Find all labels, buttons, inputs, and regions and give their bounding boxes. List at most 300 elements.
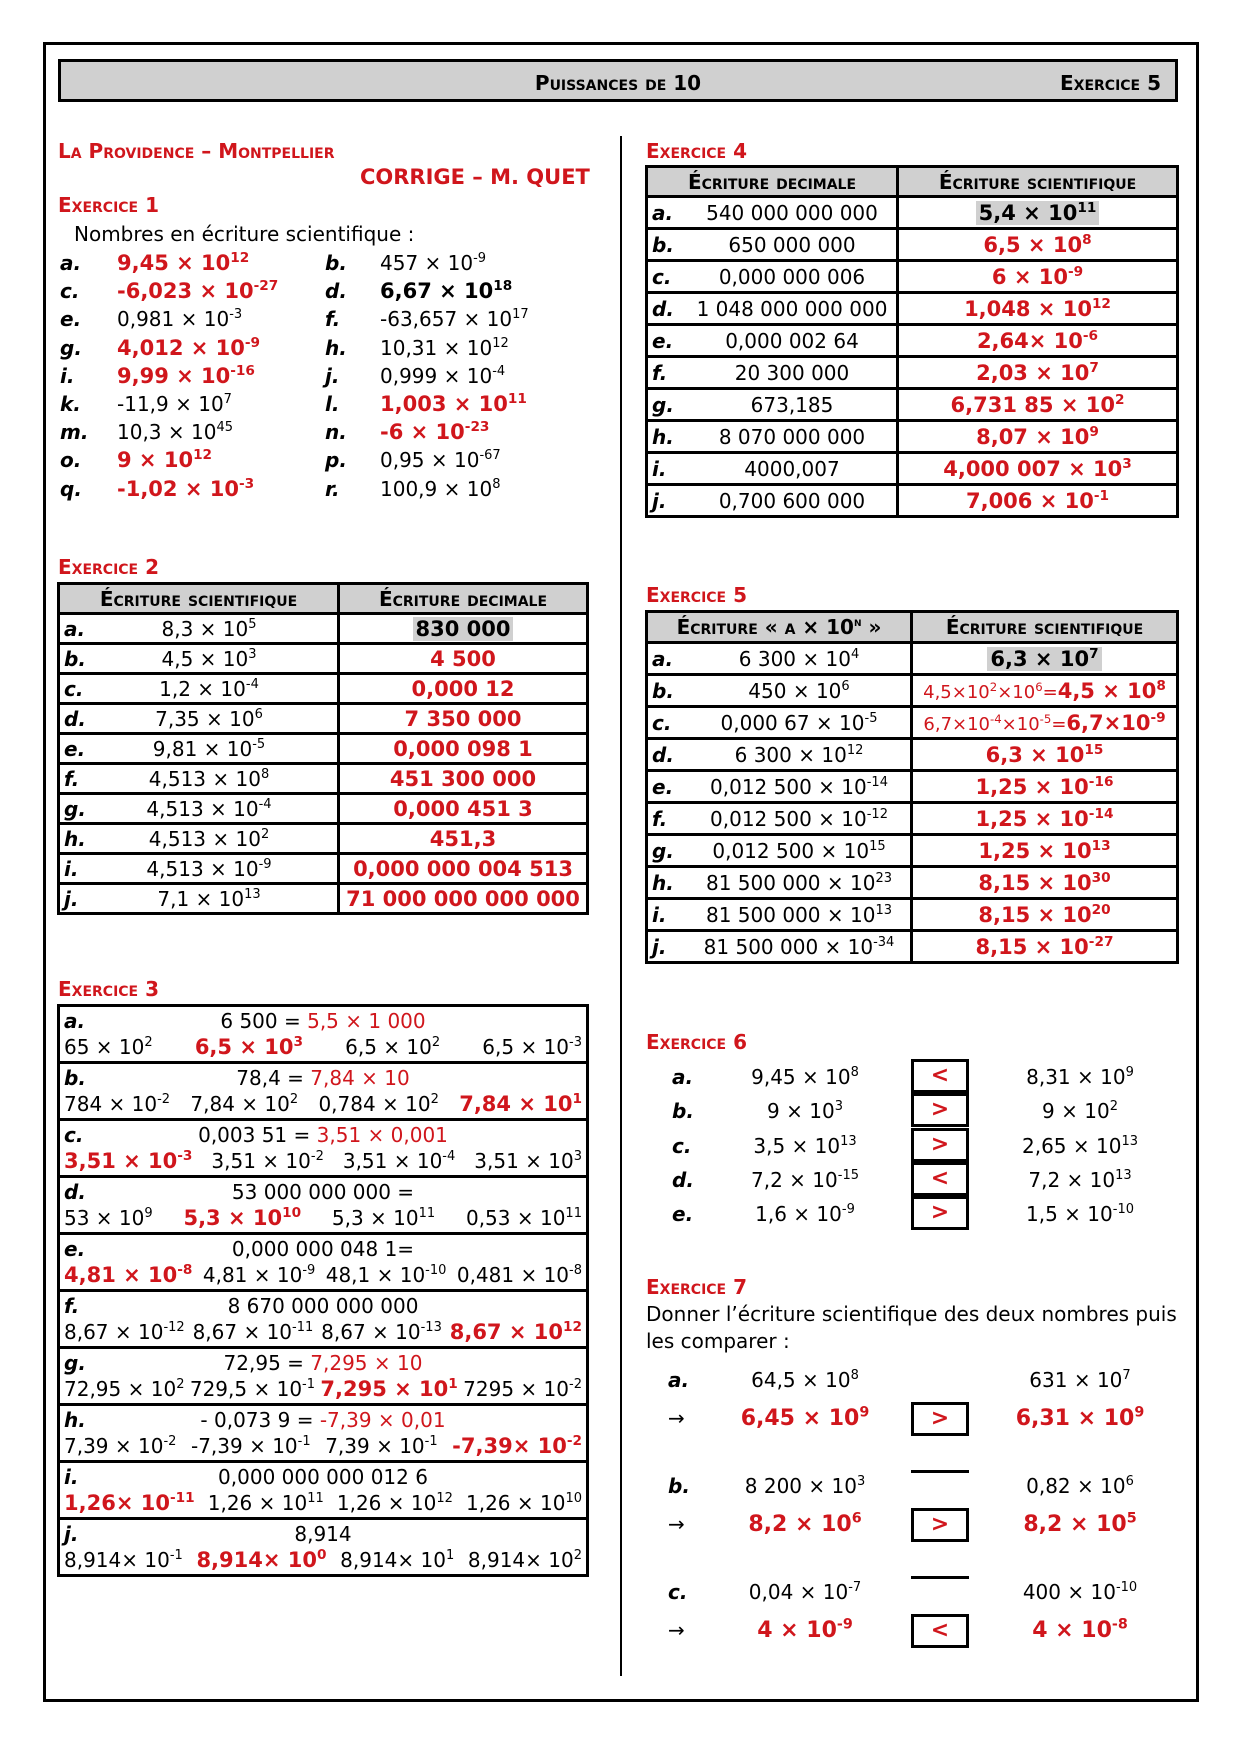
ex5-cell-a: [647, 835, 912, 867]
ex7-right-value: [980, 1580, 1180, 1604]
ex1-label: k.: [60, 392, 81, 416]
ex5-row-wrap: [648, 807, 910, 831]
ex5-number-exponent: -9: [1150, 709, 1166, 726]
ex5-working-part-exponent: -5: [1039, 711, 1052, 726]
ex6-comparison-box: >: [911, 1093, 969, 1127]
ex2-decimal-value: 830 000: [413, 617, 514, 641]
ex3-option-number-exponent: 2: [144, 1035, 153, 1051]
ex3-option-number: $8,67 \times 10^{-12}$: [64, 1320, 185, 1344]
ex3-label: d.: [64, 1180, 86, 1204]
ex2-cell-scientific: [59, 704, 339, 734]
ex2-cell-scientific: [59, 614, 339, 644]
ex5-a-number-exponent: 4: [850, 646, 860, 662]
ex3-option-number-exponent: -8: [569, 1263, 582, 1279]
ex5-result: [986, 743, 1104, 767]
ex3-equation-answer: 3,51 × 0,001: [316, 1123, 448, 1147]
ex5-number-exponent: -14: [1088, 805, 1114, 822]
ex5-scientific: [912, 675, 1178, 707]
table-row: [647, 453, 1178, 485]
ex4-scientific: [898, 421, 1178, 453]
corrige-label: CORRIGE – M. QUET: [360, 165, 590, 189]
table-row: [59, 734, 588, 764]
ex5-row-wrap: [648, 839, 910, 863]
ex3-equation: - 0,073 9 = -7,39 × 0,01: [200, 1408, 446, 1432]
ex6-left-number: $9,45 \times 10^8$: [751, 1065, 859, 1089]
ex1-label: b.: [325, 251, 347, 275]
ex5-cell-a: [647, 675, 912, 707]
ex4-scientific-value: [977, 329, 1098, 353]
ex3-equation: 78,4 = 7,84 × 10: [236, 1066, 410, 1090]
ex1-number: $-6,023 \times 10^{-27}$: [117, 278, 279, 304]
ex2-decimal: [339, 704, 588, 734]
ex4-table: [645, 165, 1179, 518]
ex5-number: $1,25 \times 10^{-14}$: [975, 805, 1114, 831]
ex2-scientific: [134, 707, 284, 731]
ex2-number-exponent: 5: [248, 616, 257, 632]
ex3-label: b.: [64, 1066, 86, 1090]
ex2-row-wrap: [60, 707, 337, 731]
ex3-option-number: $8,914\times 10^{-1}$: [64, 1548, 183, 1572]
ex6-label: c.: [672, 1133, 692, 1158]
ex5-a-number-exponent: 15: [869, 838, 886, 854]
ex4-scientific: [898, 389, 1178, 421]
ex5-a-value: [688, 871, 910, 895]
ex4-label: i.: [652, 456, 667, 481]
ex3-option-number: $7,84 \times 10^1$: [459, 1090, 582, 1116]
ex1-value: [117, 364, 255, 388]
ex1-number-exponent: -3: [238, 475, 255, 492]
ex6-left-number-exponent: 13: [840, 1133, 857, 1149]
ex5-number: $1,25 \times 10^{13}$: [978, 837, 1111, 863]
ex4-scientific-value: [976, 425, 1099, 449]
ex5-header-exponent: n: [853, 615, 862, 631]
ex2-decimal: [339, 854, 588, 884]
ex3-option: [191, 1434, 311, 1458]
ex6-left-number-exponent: -15: [837, 1168, 859, 1184]
ex7-title: Exercice 7: [646, 1275, 747, 1299]
ex6-label: d.: [672, 1167, 694, 1192]
ex3-top-line: [64, 1408, 582, 1432]
ex7-comparison-box: >: [911, 1402, 969, 1436]
ex3-cell: [59, 1177, 588, 1234]
ex1-number: $6,67 \times 10^{18}$: [380, 278, 513, 304]
table-row: [647, 835, 1178, 867]
ex6-left-number: $1,6 \times 10^{-9}$: [755, 1202, 855, 1227]
ex5-working-part: $6,7\times 10^{-4}$: [923, 711, 1002, 735]
ex2-number: $7,1 \times 10^{13}$: [157, 886, 261, 911]
ex5-number-exponent: -16: [1088, 773, 1114, 790]
ex2-decimal: [339, 884, 588, 914]
ex4-number: $5,4 \times 10^{11}$: [978, 199, 1097, 225]
ex3-equation: 72,95 = 7,295 × 10: [223, 1351, 423, 1375]
ex2-scientific: [134, 767, 284, 791]
ex3-option-number: $5,3 \times 10^{10}$: [183, 1204, 302, 1230]
ex4-cell-decimal: [647, 421, 898, 453]
ex5-row-wrap: [648, 871, 910, 895]
table-row: [647, 931, 1178, 963]
table-row: [59, 1234, 588, 1291]
ex3-option: [474, 1149, 582, 1173]
ex4-number: $2,03 \times 10^7$: [976, 359, 1099, 385]
table-row: [59, 1120, 588, 1177]
ex7-label: a.: [668, 1368, 690, 1392]
ex3-option-number-exponent: -2: [163, 1434, 177, 1450]
ex2-decimal-value: 451,3: [429, 826, 497, 851]
ex6-right-value: [980, 1168, 1180, 1192]
ex1-number-exponent: 18: [493, 278, 513, 294]
ex3-options: [64, 1491, 582, 1515]
ex5-a-number-exponent: -5: [864, 710, 878, 726]
ex7-left-number: 8 $200 \times 10^3$: [744, 1474, 866, 1498]
ex4-cell-decimal: [647, 293, 898, 325]
ex2-number-exponent: -4: [258, 796, 272, 812]
ex3-option-number: $8,914\times 10^0$: [196, 1546, 327, 1572]
ex4-cell-decimal: [647, 453, 898, 485]
ex3-option-number-exponent: 2: [289, 1092, 299, 1108]
ex7-right-number-exponent: -10: [1115, 1580, 1138, 1596]
ex7-right-scientific: [980, 1512, 1180, 1537]
ex5-label: j.: [652, 934, 667, 959]
ex5-row-wrap: [648, 743, 910, 767]
ex4-scientific-value: [976, 201, 1100, 225]
ex3-equation-answer: 5,5 × 1 000: [307, 1009, 426, 1033]
ex4-scientific-value: [992, 265, 1083, 289]
table-row: [647, 261, 1178, 293]
ex3-option-number-exponent: 2: [431, 1035, 441, 1051]
ex4-cell-decimal: [647, 197, 898, 229]
ex2-row-wrap: [60, 887, 337, 911]
table-row: [59, 764, 588, 794]
ex7-right-scientific: [980, 1406, 1180, 1431]
ex3-label: j.: [64, 1522, 79, 1546]
ex7-left-value: [700, 1474, 910, 1498]
ex5-a-value: [688, 775, 910, 799]
ex2-decimal-value: 0,000 098 1: [393, 736, 533, 761]
ex1-value: [117, 336, 260, 360]
ex3-option: [466, 1206, 582, 1230]
ex5-scientific: [912, 835, 1178, 867]
ex7-right-sci-exponent: -8: [1111, 1616, 1128, 1633]
ex3-option: [321, 1320, 442, 1344]
ex2-cell-scientific: [59, 794, 339, 824]
ex3-option-number: $8,914\times 10^2$: [467, 1548, 582, 1572]
ex4-number-exponent: -6: [1082, 327, 1099, 344]
ex1-label: f.: [325, 307, 341, 332]
ex5-a-number: 81 500 $000 \times 10^{23}$: [706, 870, 892, 895]
ex1-value: [117, 392, 232, 416]
ex2-title: Exercice 2: [58, 555, 159, 579]
ex6-comparison-box: <: [911, 1059, 969, 1093]
ex3-option-number: $7,39 \times 10^{-2}$: [64, 1434, 177, 1458]
ex7-left-number: $0,04 \times 10^{-7}$: [748, 1580, 862, 1604]
ex4-number-exponent: 11: [1077, 199, 1097, 216]
ex1-value: [380, 364, 505, 388]
ex2-number-exponent: 13: [244, 886, 261, 902]
ex3-option-number-exponent: 11: [418, 1206, 436, 1222]
ex3-option-number-exponent: 11: [565, 1206, 582, 1222]
ex4-scientific: [898, 293, 1178, 325]
ex3-option: [64, 1092, 170, 1116]
ex5-a-value: [688, 839, 910, 863]
ex2-scientific: [134, 677, 284, 701]
ex4-number-exponent: 8: [1082, 231, 1092, 248]
ex3-label: h.: [64, 1408, 86, 1432]
header-exercise: Exercice 5: [1060, 71, 1161, 95]
ex4-number-exponent: -1: [1093, 487, 1110, 504]
ex3-option-number-exponent: -2: [310, 1149, 324, 1165]
ex4-decimal: 4000,007: [744, 456, 840, 481]
ex1-value: [380, 336, 509, 360]
ex3-option: [457, 1263, 582, 1287]
ex3-option-number: $0,784 \times 10^2$: [318, 1092, 439, 1116]
ex6-right-value: [980, 1134, 1180, 1158]
ex1-label: o.: [60, 448, 82, 473]
ex2-table: [57, 582, 589, 915]
ex7-right-scientific: [980, 1618, 1180, 1643]
ex7-left-sci-exponent: 6: [851, 1510, 862, 1527]
ex5-a-number: 0,012 $500 \times 10^{-12}$: [710, 806, 888, 831]
ex2-cell-scientific: [59, 884, 339, 914]
ex1-number: $10,31 \times 10^{12}$: [380, 335, 509, 360]
ex4-row-wrap: [648, 425, 896, 449]
ex1-number-exponent: 12: [492, 335, 509, 351]
ex3-label: a.: [64, 1009, 86, 1033]
ex2-decimal: [339, 824, 588, 854]
ex7-separator: [911, 1470, 969, 1473]
ex3-cell: [59, 1405, 588, 1462]
ex1-number: $9,99 \times 10^{-16}$: [117, 362, 255, 388]
ex6-right-number: $2,65 \times 10^{13}$: [1022, 1133, 1138, 1158]
ex4-scientific-value: [964, 297, 1111, 321]
ex7-intro-1: Donner l’écriture scientifique des deux nombres puis: [646, 1302, 1177, 1326]
ex3-option: [64, 1320, 185, 1344]
ex3-option: [459, 1092, 582, 1116]
ex4-scientific-value: [943, 457, 1132, 481]
ex3-option-number: $3,51 \times 10^{-4}$: [342, 1149, 456, 1173]
ex4-scientific-value: [976, 361, 1099, 385]
table-row: [59, 674, 588, 704]
ex7-right-sci-exponent: 5: [1126, 1510, 1137, 1527]
ex6-right-number: $8,31 \times 10^9$: [1026, 1065, 1134, 1089]
ex3-option-number-exponent: -13: [420, 1320, 442, 1336]
ex3-option: [211, 1149, 323, 1173]
ex4-label: c.: [652, 264, 672, 289]
ex3-option-number-exponent: 1: [572, 1090, 582, 1107]
ex4-row-wrap: [648, 329, 896, 353]
ex1-number-exponent: -27: [253, 278, 279, 294]
ex1-value: [117, 477, 254, 501]
ex1-value: [380, 279, 512, 303]
ex1-number-exponent: 7: [223, 392, 232, 408]
ex7-left-sci: $6,45 \times 10^9$: [740, 1404, 870, 1431]
ex5-number: $8,15 \times 10^{20}$: [978, 901, 1111, 927]
ex3-option: [468, 1548, 582, 1572]
ex5-scientific: [912, 643, 1178, 675]
ex4-label: e.: [652, 328, 674, 353]
ex3-equation: 0,000 000 000 012 6: [218, 1465, 428, 1489]
ex3-option-number: $8,67 \times 10^{12}$: [449, 1318, 582, 1344]
ex5-working: $6,7\times 10^{-4}\times 10^{-5}=$: [923, 711, 1067, 735]
table-row: [59, 1348, 588, 1405]
ex1-number: $0,95 \times 10^{-67}$: [380, 448, 501, 473]
ex3-option-number-exponent: -9: [302, 1263, 316, 1279]
ex3-option-number-exponent: -4: [442, 1149, 456, 1165]
ex3-equation: 53 000 000 000 =: [231, 1180, 415, 1204]
ex1-number: $457 \times 10^{-9}$: [380, 251, 487, 275]
school-name: La Providence – Montpellier: [58, 139, 335, 163]
ex2-cell-scientific: [59, 734, 339, 764]
ex1-number-exponent: 8: [492, 476, 501, 492]
ex6-right-number-exponent: 9: [1125, 1065, 1134, 1081]
ex5-a-number: 6 $300 \times 10^{12}$: [734, 742, 864, 767]
ex5-a-number: 81 500 $000 \times 10^{13}$: [706, 902, 892, 927]
ex3-top-line: [64, 1009, 582, 1033]
ex3-option-number-exponent: -1: [302, 1377, 316, 1393]
ex4-row-wrap: [648, 489, 896, 513]
ex2-row-wrap: [60, 677, 337, 701]
ex1-value: [117, 448, 212, 472]
ex6-left-number-exponent: -9: [841, 1202, 855, 1218]
ex6-right-number: $7,2 \times 10^{13}$: [1028, 1167, 1132, 1192]
ex2-decimal-value: 451 300 000: [389, 766, 537, 791]
ex5-row-wrap: [648, 935, 910, 959]
ex2-header-1: Écriture scientifique: [59, 584, 339, 614]
ex3-options: [64, 1320, 582, 1344]
ex4-scientific-value: [951, 393, 1125, 417]
ex5-header-2: Écriture scientifique: [912, 612, 1178, 643]
ex1-value: [117, 420, 233, 444]
ex2-number: $1,2 \times 10^{-4}$: [159, 676, 259, 701]
ex3-option-number: $729,5 \times 10^{-1}$: [189, 1377, 316, 1401]
ex5-label: d.: [652, 742, 674, 767]
ex2-scientific: [134, 797, 284, 821]
ex2-number: $4,513 \times 10^{-9}$: [146, 856, 272, 881]
ex5-a-number: 0,012 $500 \times 10^{-14}$: [710, 774, 888, 799]
ex3-top-line: [64, 1294, 582, 1318]
ex1-value: [380, 251, 486, 275]
ex2-row-wrap: [60, 857, 337, 881]
table-row: [647, 229, 1178, 261]
table-row: [647, 485, 1178, 517]
ex2-decimal-value: 0,000 12: [411, 676, 515, 701]
ex3-cell: [59, 1063, 588, 1120]
ex3-option-number: $784 \times 10^{-2}$: [64, 1092, 171, 1116]
ex3-option: [337, 1491, 453, 1515]
ex5-a-number-exponent: -34: [873, 934, 895, 950]
ex7-right-number-exponent: 7: [1122, 1368, 1131, 1384]
ex1-label: m.: [60, 420, 89, 445]
ex6-left-value: [700, 1065, 910, 1089]
ex2-decimal-value: 4 500: [430, 646, 496, 671]
ex3-option-number-exponent: 9: [144, 1206, 153, 1222]
ex3-option-number-exponent: -2: [569, 1377, 582, 1393]
ex3-option-number-exponent: -3: [177, 1147, 193, 1164]
ex6-label: e.: [672, 1202, 694, 1227]
ex5-row-wrap: [648, 679, 910, 703]
ex1-title: Exercice 1: [58, 193, 159, 217]
ex5-scientific: [912, 899, 1178, 931]
ex5-cell-a: [647, 931, 912, 963]
ex3-option-number-exponent: 1: [445, 1548, 455, 1564]
ex2-number-exponent: 2: [260, 826, 270, 842]
ex1-label: g.: [60, 335, 82, 360]
ex3-options: [64, 1149, 582, 1173]
ex1-value: [117, 307, 242, 331]
ex4-cell-decimal: [647, 261, 898, 293]
ex1-number: $9 \times 10^{12}$: [117, 447, 213, 473]
ex4-header-1: Écriture decimale: [647, 167, 898, 197]
table-row: [59, 704, 588, 734]
ex1-number: $-63,657 \times 10^{17}$: [380, 307, 529, 332]
ex7-left-sci: $8,2 \times 10^6$: [748, 1510, 862, 1537]
table-row: [647, 421, 1178, 453]
ex3-option-number-exponent: 10: [565, 1491, 582, 1507]
ex7-arrow: →: [668, 1406, 685, 1430]
ex5-number-exponent: 20: [1091, 901, 1111, 918]
ex2-number: $4,513 \times 10^8$: [148, 766, 270, 791]
ex4-decimal: 0,000 000 006: [718, 264, 866, 289]
ex3-option: [466, 1491, 582, 1515]
ex3-option-number: $3,51 \times 10^{-2}$: [211, 1149, 324, 1173]
ex3-option-number: $7,39 \times 10^{-1}$: [325, 1434, 438, 1458]
ex3-options: [64, 1092, 582, 1116]
ex3-option: [64, 1035, 153, 1059]
ex3-option-number: $3,51 \times 10^3$: [474, 1149, 582, 1173]
ex2-scientific: [134, 617, 284, 641]
ex2-decimal-value: 0,000 000 004 513: [353, 856, 573, 881]
ex1-value: [117, 251, 249, 275]
ex5-working: $4,5\times 10^2\times 10^6=$: [923, 679, 1058, 703]
table-row: [647, 803, 1178, 835]
ex7-left-value: [700, 1368, 910, 1392]
ex6-left-number: $3,5 \times 10^{13}$: [753, 1133, 857, 1158]
ex4-number: $6 \times 10^{-9}$: [991, 263, 1084, 289]
ex5-number: $8,15 \times 10^{30}$: [978, 869, 1111, 895]
ex4-scientific: [898, 325, 1178, 357]
ex6-left-number-exponent: 3: [834, 1099, 843, 1115]
ex4-label: a.: [652, 200, 674, 225]
table-row: [647, 899, 1178, 931]
ex7-left-sci-exponent: -9: [836, 1616, 853, 1633]
ex3-option-number-exponent: -3: [569, 1035, 582, 1051]
ex3-equation-answer: -7,39 × 0,01: [319, 1408, 446, 1432]
ex4-number-exponent: 12: [1091, 295, 1111, 312]
ex4-label: g.: [652, 392, 674, 417]
ex5-a-number-exponent: 6: [841, 678, 850, 694]
ex5-a-number: $450 \times 10^6$: [748, 678, 850, 703]
ex3-cell: [59, 1006, 588, 1063]
ex5-a-value: [688, 743, 910, 767]
ex5-number-exponent: 7: [1089, 645, 1099, 662]
ex3-option: [325, 1434, 437, 1458]
ex5-label: e.: [652, 774, 674, 799]
ex4-header-row: [647, 167, 1178, 197]
ex3-option-number: $6,5 \times 10^2$: [345, 1035, 441, 1059]
table-row: [647, 771, 1178, 803]
ex4-number: $8,07 \times 10^9$: [976, 423, 1099, 449]
ex3-option-number-exponent: -1: [297, 1434, 311, 1450]
ex4-scientific: [898, 261, 1178, 293]
ex3-option: [190, 1377, 315, 1401]
ex2-number: $4,513 \times 10^{-4}$: [146, 796, 272, 821]
ex3-option: [64, 1206, 153, 1230]
ex5-number: $4,5 \times 10^8$: [1057, 677, 1166, 703]
ex7-label: b.: [668, 1474, 690, 1498]
ex3-option-number: $7295 \times 10^{-2}$: [463, 1377, 582, 1401]
ex5-title: Exercice 5: [646, 583, 747, 607]
ex1-label: j.: [325, 363, 340, 388]
ex3-cell: [59, 1462, 588, 1519]
